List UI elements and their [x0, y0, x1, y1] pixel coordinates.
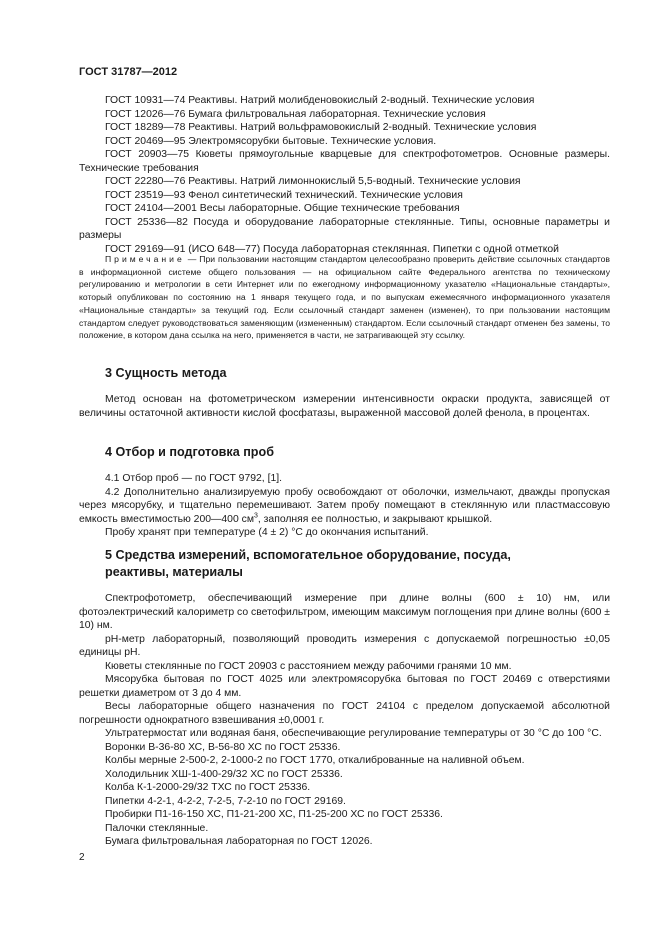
- equipment-item: Мясорубка бытовая по ГОСТ 4025 или электромясорубка бытовая по ГОСТ 20469 с отверстиями решетки диаметром от 3 до 4 мм.: [79, 674, 610, 699]
- section-heading: 4 Отбор и подготовка проб: [105, 445, 274, 459]
- equipment-item: Бумага фильтровальная лабораторная по ГОСТ 12026.: [105, 836, 373, 847]
- equipment-item: Весы лабораторные общего назначения по ГОСТ 24104 с пределом допускаемой абсолютной погрешности однократного взвешивания ±0,0001 г.: [79, 701, 610, 726]
- reference-item: ГОСТ 29169—91 (ИСО 648—77) Посуда лабораторная стеклянная. Пипетки с одной отметкой: [105, 243, 559, 255]
- section-paragraph: 4.1 Отбор проб — по ГОСТ 9792, [1].: [105, 473, 283, 484]
- text: , заполняя ее полностью, и закрывают крышкой.: [257, 513, 493, 525]
- section-5: [79, 547, 610, 849]
- equipment-item: Пробирки П1-16-150 ХС, П1-21-200 ХС, П1-25-200 ХС по ГОСТ 25336.: [105, 809, 443, 820]
- reference-item: ГОСТ 25336—82 Посуда и оборудование лабораторные стеклянные. Типы, основные параметры и размеры: [79, 216, 610, 241]
- equipment-item: Колбы мерные 2-500-2, 2-1000-2 по ГОСТ 1770, откалиброванные на наливной объем.: [105, 755, 525, 766]
- reference-item: ГОСТ 10931—74 Реактивы. Натрий молибденовокислый 2-водный. Технические условия: [105, 95, 535, 106]
- note-block: [79, 253, 610, 342]
- section-paragraph: Метод основан на фотометрическом измерении интенсивности окраски продукта, зависящей от величины остаточной активности кислой фосфатазы, выраженной массовой долей фенола, в процентах.: [79, 394, 610, 419]
- reference-item: ГОСТ 12026—76 Бумага фильтровальная лабораторная. Технические условия: [105, 108, 486, 120]
- equipment-list: [79, 592, 610, 849]
- equipment-item: Кюветы стеклянные по ГОСТ 20903 с расстоянием между рабочими гранями 10 мм.: [105, 660, 512, 672]
- section-paragraph: Пробу хранят при температуре (4 ± 2) °С до окончания испытаний.: [105, 527, 429, 538]
- section-3: [79, 365, 610, 420]
- section-heading: 5 Средства измерений, вспомогательное оборудование, посуда, реактивы, материалы: [105, 548, 511, 579]
- section-paragraph: [79, 486, 610, 527]
- equipment-item: Колба К-1-2000-29/32 ТХС по ГОСТ 25336.: [105, 782, 311, 793]
- equipment-item: Воронки В-36-80 ХС, В-56-80 ХС по ГОСТ 25336.: [105, 741, 341, 753]
- page-number: 2: [79, 852, 85, 863]
- normative-references-list: [79, 94, 610, 256]
- reference-item: ГОСТ 20469—95 Электромясорубки бытовые. Технические условия.: [105, 135, 437, 147]
- equipment-item: Пипетки 4-2-1, 4-2-2, 7-2-5, 7-2-10 по ГОСТ 29169.: [105, 795, 346, 807]
- reference-item: ГОСТ 22280—76 Реактивы. Натрий лимоннокислый 5,5-водный. Технические условия: [105, 176, 521, 187]
- equipment-item: Палочки стеклянные.: [105, 822, 209, 834]
- equipment-item: Холодильник ХШ-1-400-29/32 ХС по ГОСТ 25336.: [105, 768, 343, 780]
- note-text: — При пользовании настоящим стандартом целесообразно проверить действие ссылочных стандартов в информационной системе общего пользования — на официальном сайте Федерального агентства по техническому регулированию и метрологии в сети Интернет или по ежегодному информационному указателю «Национальные стандарты», который опубликован по состоянию на 1 января текущего года, и по выпускам ежемесячного информационного указателя «Национальные стандарты» за текущий год. Если ссылочный стандарт заменен (изменен), то при пользовании настоящим стандартом следует руководствоваться заменяющим (измененным) стандартом. Если ссылочный стандарт отменен без замены, то положение, в котором дана ссылка на него, применяется в части, не затрагивающей эту ссылку.: [79, 254, 610, 341]
- text: 4.2 Дополнительно анализируемую пробу освобождают от оболочки, измельчают, дважды пропуская через мясорубку, и тщательно перемешивают. Затем пробу помещают в стеклянную или пластмассовую емкость вместимостью 200—400 см: [79, 486, 610, 525]
- superscript: 3: [253, 512, 258, 520]
- equipment-item: Спектрофотометр, обеспечивающий измерение при длине волны (600 ± 10) нм, или фотоэлектрический калориметр со светофильтром, имеющим максимум поглощения при длине волны (600 ± 10) нм.: [79, 593, 610, 631]
- reference-item: ГОСТ 23519—93 Фенол синтетический технический. Технические условия: [105, 189, 463, 201]
- equipment-item: pH-метр лабораторный, позволяющий проводить измерения с допускаемой погрешностью ±0,05 единицы pH.: [79, 633, 610, 658]
- reference-item: ГОСТ 20903—75 Кюветы прямоугольные кварцевые для спектрофотометров. Основные размеры. Технические требования: [79, 149, 610, 174]
- document-header: ГОСТ 31787—2012: [79, 66, 178, 78]
- reference-item: ГОСТ 18289—78 Реактивы. Натрий вольфрамовокислый 2-водный. Технические условия: [105, 122, 537, 133]
- section-4: [79, 444, 610, 540]
- section-heading: 3 Сущность метода: [105, 366, 227, 380]
- reference-item: ГОСТ 24104—2001 Весы лабораторные. Общие технические требования: [105, 203, 460, 214]
- equipment-item: Ультратермостат или водяная баня, обеспечивающие регулирование температуры от 30 °С до 100 °С.: [105, 728, 602, 739]
- note-label: Примечание: [105, 254, 185, 264]
